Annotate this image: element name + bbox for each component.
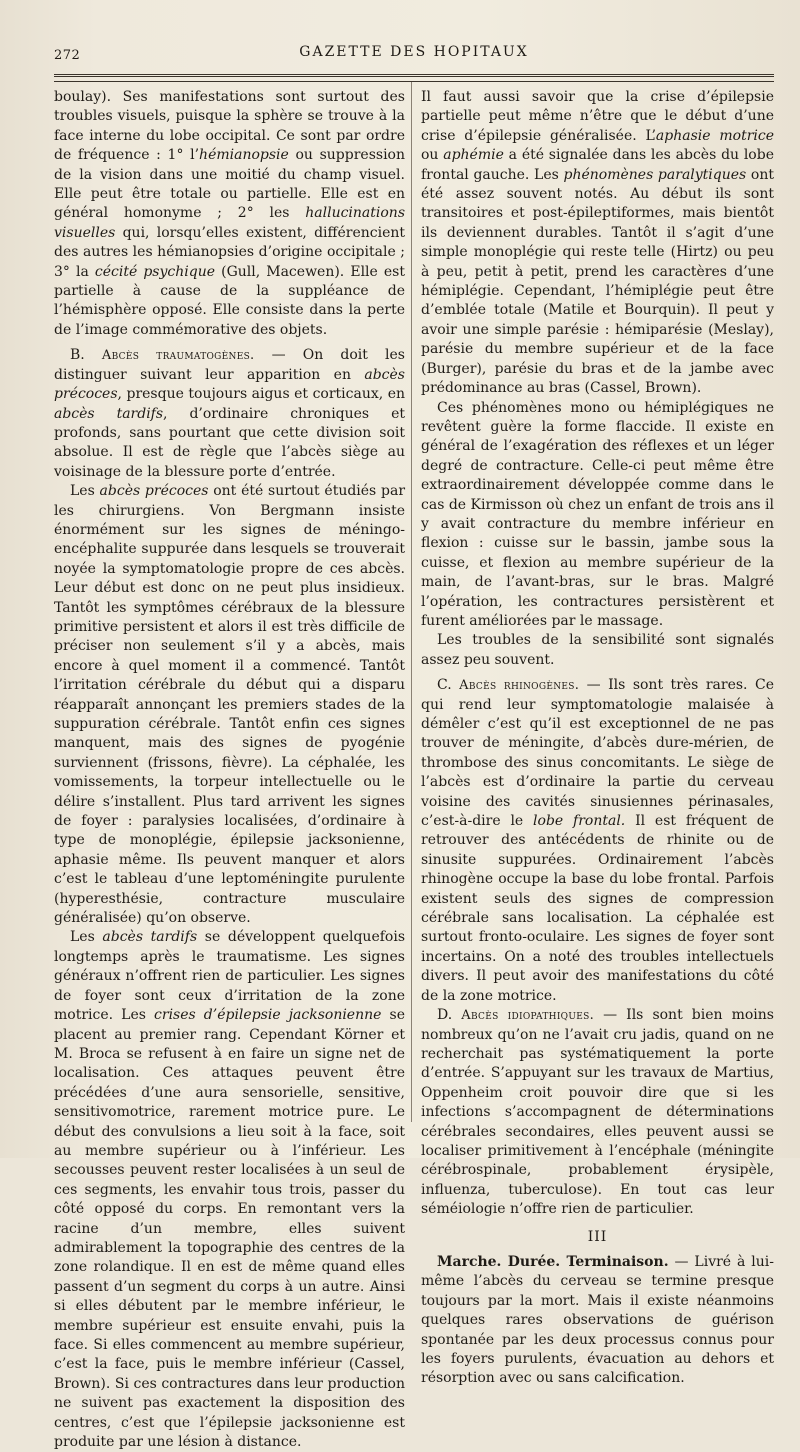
paragraph: Ces phénomènes mono ou hémiplégiques ne revêtent guère la forme flaccide. Il existe en général de l’exagération des réflexes et un léger degré de contracture. Celle-ci peut même être extraordinairement développée comme dans le cas de Kirmisson où chez un enfant de trois ans il y avait contracture du membre inférieur en flexion : cuisse sur le bassin, jambe sous la cuisse, et flexion au membre supérieur de la main, de l’avant-bras, sur le bras. Malgré l’opération, les contractures persistèrent et furent améliorées par le massage. <box>421 399 774 629</box>
paragraph: C. Abcès rhinogènes. — Ils sont très rares. Ce qui rend leur symptomatologie malaisée à démêler c’est qu’il est exceptionnel de ne pas trouver de méningite, d’abcès dure-mérien, de thrombose des sinus concomitants. Le siège de l’abcès est d’ordinaire la partie du cerveau voisine des cavités sinusiennes périnasales, c’est-à-dire le lobe frontal. Il est fréquent de retrouver des antécédents de rhinite ou de sinusite suppurées. Ordinairement l’abcès rhinogène occupe la base du lobe frontal. Parfois existent seuls des signes de compression cérébrale sans localisation. La céphalée est surtout fronto-oculaire. Les signes de foyer sont incertains. On a noté des troubles intellectuels divers. Il peut avoir des manifestations du côté de la zone motrice. <box>421 677 775 1004</box>
section-heading: Marche. Durée. Terminaison. <box>437 1253 669 1270</box>
section-heading: Abcès idiopathiques. <box>461 1008 594 1024</box>
header-rule-thin <box>54 81 774 82</box>
paragraph: Les abcès tardifs se développent quelquefois longtemps après le traumatisme. Les signes généraux n’offrent rien de particulier. Les signes de foyer sont ceux d’irritation de la zone motrice. Les crises d’épilepsie jacksonienne se placent au premier rang. Cependant Körner et M. Broca se refusent à en faire un signe net de localisation. Ces attaques peuvent être précédées d’une aura sensorielle, sensitive, sensitivomotrice, rarement motrice pure. Le début des convulsions a lieu soit à la face, soit au membre supérieur ou à l’inférieur. Les secousses peuvent rester localisées à un seul de ces segments, les envahir tous trois, passer du côté opposé du corps. En remontant vers la racine d’un membre, elles suivent admirablement la topographie des centres de la zone rolandique. Il en est de même quand elles passent d’un segment du corps à un autre. Ainsi si elles débutent par le membre inférieur, le membre supérieur est ensuite envahi, puis la face. Si elles commencent au membre supérieur, c’est la face, puis le membre inférieur (Cassel, Brown). Si ces contractures dans leur production ne suivent pas exactement la disposition des centres, c’est que l’épilepsie jacksonienne est produite par une lésion à distance. <box>54 929 405 1451</box>
paragraph: B. Abcès traumatogènes. — On doit les distinguer suivant leur apparition en abcès précoces, presque toujours aigus et corticaux, en abcès tardifs, d’ordinaire chroniques et profonds, sans pourtant que cette division soit absolue. Il est de règle que l’abcès siège au voisinage de la blessure porte d’entrée. <box>54 347 405 480</box>
paragraph: Il faut aussi savoir que la crise d’épilepsie partielle peut même n’être que le début d’une crise d’épilepsie généralisée. L’aphasie motrice ou aphémie a été signalée dans les abcès du lobe frontal gauche. Les phénomènes paralytiques ont été assez souvent notés. Au début ils sont transitoires et post-épileptiformes, mais bientôt ils deviennent durables. Tantôt il s’agit d’une simple monoplégie qui reste telle (Hirtz) ou peu à peu, petit à petit, prend les caractères d’une hémiplégie. Cependant, l’hémiplégie peut être d’emblée totale (Matile et Bourquin). Il peut y avoir une simple parésie : hémiparésie (Meslay), parésie du membre supérieur et de la face (Burger), parésie du bras et de la jambe avec prédominance au bras (Cassel, Brown). <box>421 89 774 397</box>
paragraph: boulay). Ses manifestations sont surtout des troubles visuels, puisque la sphère se trouve à la face interne du lobe occipital. Ce sont par ordre de fréquence : 1° l’hémianopsie ou suppression de la vision dans une moitié du champ visuel. Elle peut être totale ou partielle. Elle est en général homonyme ; 2° les hallucinations visuelles qui, lorsqu’elles existent, différencient des autres les hémianopsies d’origine occipitale ; 3° la cécité psychique (Gull, Macewen). Elle est partielle à cause de la suppléance de l’hémisphère opposé. Elle consiste dans la perte de l’image commémorative des objets. <box>54 89 405 338</box>
section-heading: Abcès traumatogènes. <box>101 348 255 364</box>
header-rule <box>54 74 774 77</box>
page-number: 272 <box>54 48 81 63</box>
paragraph: Marche. Durée. Terminaison. — Livré à lui-même l’abcès du cerveau se termine presque toujours par la mort. Mais il existe néanmoins quelques rares observations de guérison spontanée par les deux processus connus pour les foyers purulents, évacuation au dehors et résorption avec ou sans calcification. <box>421 1253 774 1387</box>
page-header <box>54 42 774 68</box>
paragraph: Les abcès précoces ont été surtout étudiés par les chirurgiens. Von Bergmann insiste énormément sur les signes de méningo-encéphalite suppurée dans lesquels se trouverait noyée la symptomatologie propre de ces abcès. Leur début est donc on ne peut plus insidieux. Tantôt les symptômes cérébraux de la blessure primitive persistent et alors il est très difficile de préciser non seulement s’il y a abcès, mais encore à quel moment il a commencé. Tantôt l’irritation cérébrale du début qui a disparu réapparaît annonçant les premiers stades de la suppuration cérébrale. Tantôt enfin ces signes manquent, mais des signes de pyogénie surviennent (frissons, fièvre). La céphalée, les vomissements, la torpeur intellectuelle ou le délire s’installent. Plus tard arrivent les signes de foyer : paralysies localisées, d’ordinaire à type de monoplégie, épilepsie jacksonienne, aphasie même. Ils peuvent manquer et alors c’est le tableau d’une leptoméningite purulente (hyperesthésie, contracture musculaire généralisée) qu’on observe. <box>54 483 406 927</box>
paragraph: Les troubles de la sensibilité sont signalés assez peu souvent. <box>421 632 774 668</box>
section-number: III <box>587 1228 608 1245</box>
left-column <box>54 88 405 1452</box>
paragraph: D. Abcès idiopathiques. — Ils sont bien moins nombreux qu’on ne l’avait cru jadis, quand on ne recherchait pas systématiquement la porte d’entrée. S’appuyant sur les travaux de Martius, Oppenheim croit pouvoir dire que si les infections s’accompagnent de déterminations cérébrales secondaires, elles peuvent aussi se localiser primitivement à l’encéphale (méningite cérébrospinale, probablement érysipèle, influenza, tuberculose). En tout cas leur séméiologie n’offre rien de particulier. <box>421 1007 774 1218</box>
right-column <box>421 88 774 1389</box>
section-heading: Abcès rhinogènes. <box>459 678 580 694</box>
column-divider <box>411 82 412 1122</box>
running-title: GAZETTE DES HOPITAUX <box>299 44 529 60</box>
